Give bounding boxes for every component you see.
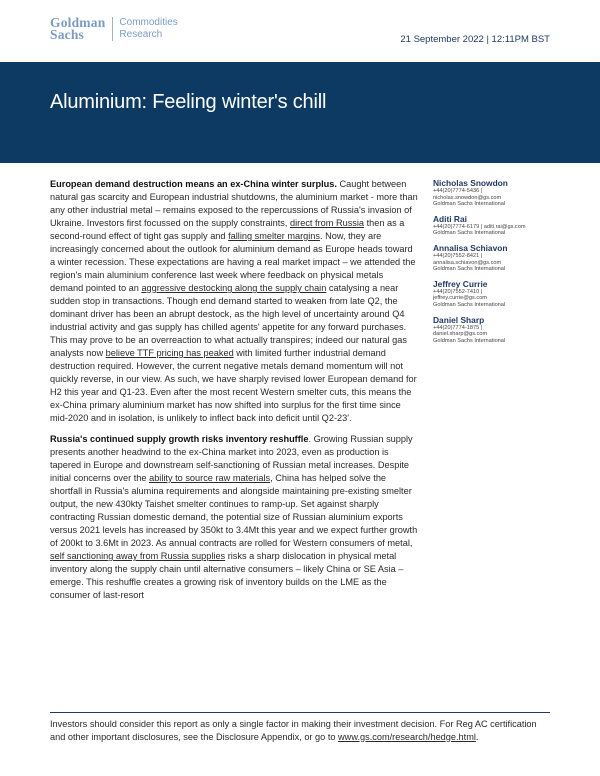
author-card (433, 178, 553, 208)
paragraph-text: risks a sharp dislocation in physical metal inventory along the supply chain until alternative consumers – likely China or SE Asia – emerge. This reshuffle creates a growing risk of inventory builds on the LME as the consumer of last-resort (50, 551, 404, 600)
author-email[interactable]: daniel.sharp@gs.com (433, 331, 488, 338)
paragraph-text: , China has helped solve the shortfall in Russia's alumina requirements and alongside maintaining pre-existing smelter output, the new 430kty Taishet smelter continues to ramp-up. Set against sharply contracting Russian domestic demand, the potential size of Russian aluminium exports versus 2021 levels has increased by 350kt to 3.4Mt this year and we expect further growth of 200kt to 3.6Mt in 2023. As annual contracts are rolled for Western consumers of metal, (50, 473, 418, 548)
paragraph-text: . Growing Russian supply presents another headwind to the ex-China market into 2023, even as production is tapered in Europe and downstream self-sanctioning of Russian metal increases. Despite initial concerns over the (50, 434, 413, 483)
logo-divider (112, 17, 113, 41)
division-line-2: Research (119, 29, 163, 40)
report-title: Aluminium: Feeling winter's chill (50, 91, 327, 113)
author-card (433, 214, 553, 237)
paragraph-text: with limited further industrial demand destruction required. However, the current negative metals demand momentum will not quickly reverse, in our view. As such, we have sharply revised lower European demand for H2 this year and Q1-23. Even after the most recent Western smelter cuts, this means the ex-China primary aluminium market has now shifted into surplus for the first time since mid-2020 and in isolation, is unlikely to inflect back into deficit until Q2-23'. (50, 348, 417, 423)
author-name[interactable]: Annalisa Schiavon (433, 242, 508, 253)
link-ttf-pricing-peaked[interactable]: believe TTF pricing has peaked (105, 348, 234, 358)
report-body (50, 178, 418, 610)
author-card (433, 279, 553, 309)
author-card (433, 243, 553, 273)
author-name[interactable]: Nicholas Snowdon (433, 178, 508, 188)
paragraph-text: Caught between natural gas scarcity and European industrial shutdowns, the aluminium market - more than any other industrial metal – remains exposed to the repercussions of Russia's invasion of Ukraine. Investors first focussed on the supply constraints, (50, 179, 418, 228)
author-org: Goldman Sachs International (433, 201, 506, 208)
author-org: Goldman Sachs International (433, 230, 506, 237)
author-org: Goldman Sachs International (433, 301, 506, 308)
author-email[interactable]: jeffrey.currie@gs.com (433, 295, 487, 302)
author-phone: +44(20)7774-1875 | (433, 324, 483, 331)
link-self-sanctioning[interactable]: self sanctioning away from Russia supplies (50, 551, 226, 561)
paragraph-text: then as a second-round effect of tight gas supply and (50, 218, 405, 241)
author-phone: +44(20)7552-7410 | (433, 288, 483, 295)
paragraph-russia-supply (50, 433, 418, 602)
author-name[interactable]: Jeffrey Currie (433, 278, 488, 289)
paragraph-text: . Now, they are increasingly concerned about the outlook for aluminium demand as Europe heads toward a winter recession. These expectations are having a real market impact – we attended the region's main aluminium conference last week where feedback on physical metals demand pointed to an (50, 231, 416, 293)
paragraph-lead: European demand destruction means an ex-China winter surplus. (50, 179, 337, 189)
report-dateline: 21 September 2022 | 12:11PM BST (400, 34, 550, 45)
author-phone: +44(20)7552-8421 | (433, 252, 483, 259)
brand-line-1: Goldman (50, 15, 106, 30)
division-line-1: Commodities (119, 17, 178, 28)
author-name[interactable]: Aditi Rai (433, 213, 467, 224)
report-header (0, 0, 600, 62)
author-phone: +44(20)7774-5436 | (433, 188, 483, 194)
title-banner (0, 62, 600, 163)
link-falling-smelter-margins[interactable]: falling smelter margins (228, 231, 321, 241)
author-org: Goldman Sachs International (433, 266, 506, 273)
paragraph-text: catalysing a near sudden stop in transactions. Though end demand started to weaken from late Q2, the dominant driver has been an abrupt destock, as the high level of uncertainty around Q4 industrial activity and gas supply has chilled agents' appetite for any forward purchases. This may prove to be an overreaction to what actually transpires; indeed our natural gas analysts now (50, 283, 407, 358)
division-name (119, 17, 177, 41)
goldman-sachs-logo (50, 17, 178, 41)
brand-name (50, 17, 105, 41)
disclosure-end: . (475, 731, 479, 742)
disclosure-footer (50, 718, 550, 743)
author-email[interactable]: nicholas.snowdon@gs.com (433, 194, 502, 201)
author-phone: +44(20)7774-6179 | aditi.rai@gs.com (433, 223, 526, 230)
link-direct-from-russia[interactable]: direct from Russia (290, 218, 365, 228)
paragraph-demand (50, 178, 418, 425)
author-card (433, 315, 553, 345)
link-aggressive-destocking[interactable]: aggressive destocking along the supply chain (141, 283, 327, 293)
brand-line-2: Sachs (50, 27, 85, 42)
author-name[interactable]: Daniel Sharp (433, 314, 485, 325)
author-email[interactable]: annalisa.schiavon@gs.com (433, 259, 502, 266)
author-org: Goldman Sachs International (433, 337, 506, 344)
disclosure-text: Investors should consider this report as only a single factor in making their investment decision. For Reg AC certification and other important disclosures, see the Disclosure Appendix, or go to (50, 719, 537, 742)
paragraph-lead: Russia's continued supply growth risks inventory reshuffle (50, 434, 309, 444)
footer-divider (50, 712, 550, 713)
link-source-raw-materials[interactable]: ability to source raw materials (149, 473, 271, 483)
author-list (433, 178, 553, 350)
disclosure-link[interactable]: www.gs.com/research/hedge.html (338, 731, 476, 742)
